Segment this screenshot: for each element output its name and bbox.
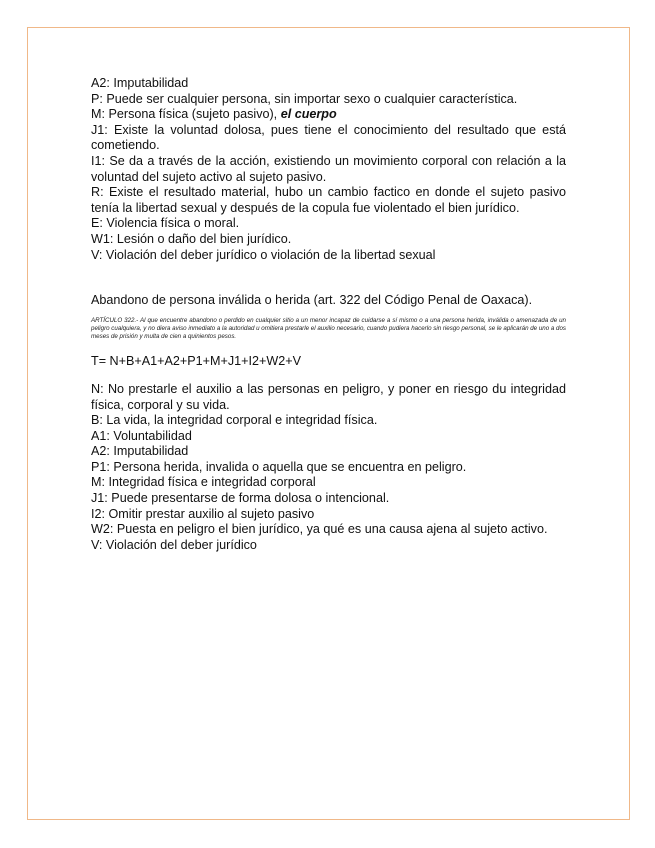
line-a2: A2: Imputabilidad <box>91 76 189 90</box>
line-m <box>91 107 566 123</box>
formula: T= N+B+A1+A2+P1+M+J1+I2+W2+V <box>91 354 302 369</box>
line-n: N: No prestarle el auxilio a las personas en peligro, y poner en riesgo du integridad física, corporal y su vida. <box>91 381 566 412</box>
line-e: E: Violencia física o moral. <box>91 216 240 231</box>
line-r: R: Existe el resultado material, hubo un cambio factico en donde el sujeto pasivo tenía la libertad sexual y después de la copula fue violentado el bien jurídico. <box>91 185 566 215</box>
line-m-text: M: Persona física (sujeto pasivo), <box>91 107 281 122</box>
line-m-emphasis: el cuerpo <box>280 107 337 122</box>
line-a2-2: A2: Imputabilidad <box>91 444 189 459</box>
line-j1-2: J1: Puede presentarse de forma dolosa o intencional. <box>91 491 390 506</box>
line-a1: A1: Voluntabilidad <box>91 428 192 443</box>
line-p: P: Puede ser cualquier persona, sin importar sexo o cualquier característica. <box>91 91 518 106</box>
document-body <box>91 76 566 553</box>
section-title: Abandono de persona inválida o herida (art. 322 del Código Penal de Oaxaca). <box>91 293 533 308</box>
line-v: V: Violación del deber jurídico o violación de la libertad sexual <box>91 247 436 262</box>
line-p1: P1: Persona herida, invalida o aquella que se encuentra en peligro. <box>91 459 467 474</box>
line-i2: I2: Omitir prestar auxilio al sujeto pasivo <box>91 506 315 521</box>
line-i1: I1: Se da a través de la acción, existiendo un movimiento corporal con relación a la voluntad del sujeto activo al sujeto pasivo. <box>91 153 566 184</box>
line-w1: W1: Lesión o daño del bien jurídico. <box>91 231 292 246</box>
line-j1: J1: Existe la voluntad dolosa, pues tiene el conocimiento del resultado que está cometiendo. <box>91 122 566 153</box>
line-m-2: M: Integridad física e integridad corporal <box>91 475 316 490</box>
line-b: B: La vida, la integridad corporal e integridad física. <box>91 413 378 428</box>
line-w2: W2: Puesta en peligro el bien jurídico, ya qué es una causa ajena al sujeto activo. <box>91 522 548 537</box>
line-v-2: V: Violación del deber jurídico <box>91 537 257 552</box>
article-text: ARTÍCULO 322.- Al que encuentre abandono o perdido en cualquier sitio a un menor incapaz de cuidarse a sí mismo o a una persona herida, inválida o amenazada de un peligro cualquiera, y no diera aviso inmediato a la autoridad u omitiera prestarle el auxilio necesario, cuando pudiera hacerlo sin riesgo personal, se le aplicarán de uno a dos meses de prisión y multa de cien a quinientos pesos. <box>91 316 567 341</box>
